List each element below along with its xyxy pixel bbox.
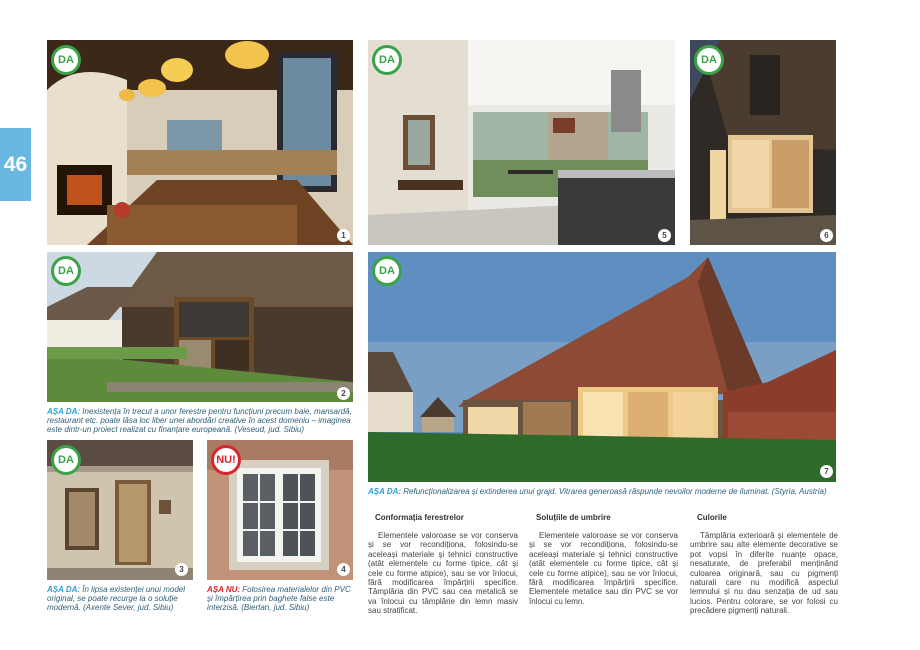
da-badge-5: DA bbox=[372, 45, 402, 75]
photo-interior-dining bbox=[47, 40, 353, 245]
column-title-shading: Soluțiile de umbrire bbox=[536, 513, 611, 522]
column-text-colors: Tâmplăria exterioară și elementele de umbrire sau alte elemente decorative se pot vopsi în diferite nuanțe opace, nesaturate, de preferabil menținând culoarea originară, sau cu pigmenți naturali care nu modifică aspectul lemnului și nu dau senzația de ud sau lucios. Pentru colorare, se vor folosi cu precădere pigmenți naturali. bbox=[690, 531, 838, 616]
caption-photo-7 bbox=[368, 487, 838, 496]
column-title-colors: Culorile bbox=[697, 513, 727, 522]
photo-number-2: 2 bbox=[337, 387, 350, 400]
caption-4-lead: AȘA NU: bbox=[207, 585, 241, 594]
caption-2-lead: AȘA DA: bbox=[47, 407, 81, 416]
column-title-window-form: Conformația ferestrelor bbox=[375, 513, 464, 522]
da-badge-2: DA bbox=[51, 256, 81, 286]
da-badge-1: DA bbox=[51, 45, 81, 75]
caption-photo-2 bbox=[47, 407, 356, 435]
da-badge-3: DA bbox=[51, 445, 81, 475]
photo-number-7: 7 bbox=[820, 465, 833, 478]
caption-7-text: Refuncționalizarea și extinderea unui grajd. Vitrarea generoasă răspunde nevoilor moderne de iluminat. (Styria, Austria) bbox=[401, 487, 827, 496]
page-number-tab bbox=[0, 128, 31, 201]
photo-number-1: 1 bbox=[337, 229, 350, 242]
photo-number-3: 3 bbox=[175, 563, 188, 576]
column-text-window-form: Elementele valoroase se vor conserva și se vor recondiționa, folosindu-se aceleași materiale și tehnici constructive (atât elementele cu forme tipice, cât și cele cu forme atipice), sau se vor înlocui, fără modificarea împărțirii specifice. Tâmplăria din PVC sau cea metalică se va înlocui cu tâmplărie din lemn masiv sau stratificat. bbox=[368, 531, 518, 616]
da-badge-7: DA bbox=[372, 256, 402, 286]
caption-photo-4 bbox=[207, 585, 355, 613]
photo-modern-kitchen bbox=[368, 40, 675, 245]
caption-4-text: Folosirea materialelor din PVC și împărțirea prin baghete false este interzisă. (Biertan, jud. Sibiu) bbox=[207, 585, 351, 613]
caption-photo-3 bbox=[47, 585, 195, 613]
photo-number-4: 4 bbox=[337, 563, 350, 576]
caption-3-lead: AȘA DA: bbox=[47, 585, 81, 594]
photo-number-5: 5 bbox=[658, 229, 671, 242]
photo-barn-window bbox=[47, 252, 353, 402]
photo-converted-barn bbox=[368, 252, 836, 482]
photo-number-6: 6 bbox=[820, 229, 833, 242]
column-text-shading: Elementele valoroase se vor conserva și se vor recondiționa, folosindu-se aceleași materiale și tehnici constructive (atât elementele cu forme tipice, cât și cele cu forme atipice), sau se vor înlocui, fără modificarea împărțirii specifice. Elementele metalice sau din PVC se vor înlocui cu lemn. bbox=[529, 531, 678, 606]
page-number: 46 bbox=[3, 152, 28, 176]
caption-3-text: În lipsa existenței unui model original, se poate recurge la o soluție modernă. (Axente Sever, jud. Sibiu) bbox=[47, 585, 185, 613]
caption-7-lead: AȘA DA: bbox=[368, 487, 402, 496]
da-badge-6: DA bbox=[694, 45, 724, 75]
nu-badge-4: NU! bbox=[211, 445, 241, 475]
caption-2-text: Inexistența în trecut a unor ferestre pentru funcțiuni precum baie, mansardă, restaurant etc. poate lăsa loc liber unei abordări creative în acest domeniu – imaginea este dintr-un proiect realizat cu finanțare europeană. (Veseud, jud. Sibiu) bbox=[47, 407, 352, 435]
